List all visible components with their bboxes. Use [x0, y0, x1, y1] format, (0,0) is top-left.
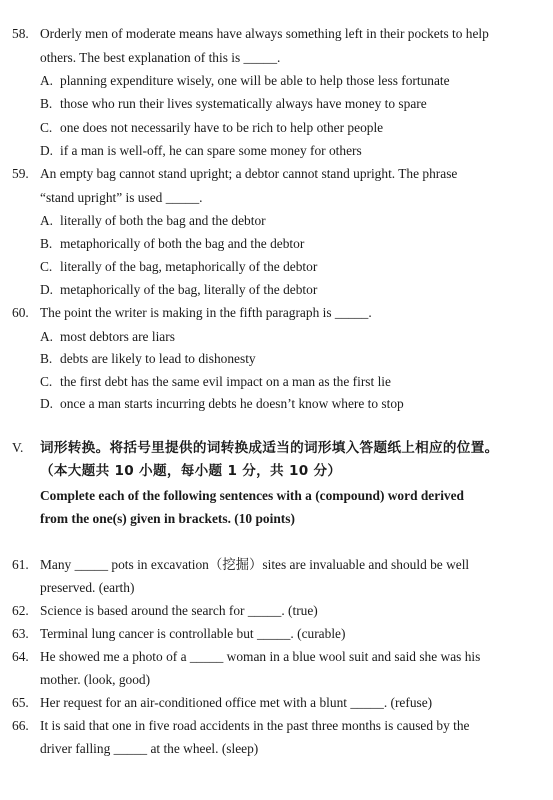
question-sentence: mother. (look, good)	[40, 672, 151, 687]
option-text: metaphorically of both the bag and the debtor	[60, 236, 305, 251]
question-stem: others. The best explanation of this is _____.	[40, 50, 281, 65]
option-letter: D.	[40, 143, 54, 158]
option-letter: B.	[40, 96, 53, 111]
question-number: 60.	[12, 305, 29, 320]
option-letter: C.	[40, 259, 53, 274]
option-text: one does not necessarily have to be rich to help other people	[60, 120, 384, 135]
question-number: 59.	[12, 166, 29, 181]
option-text: literally of the bag, metaphorically of the debtor	[60, 259, 318, 274]
question-sentence: Her request for an air-conditioned office met with a blunt _____. (refuse)	[40, 695, 433, 710]
option-letter: C.	[40, 374, 53, 389]
section-instruction: from the one(s) given in brackets. (10 points)	[40, 511, 295, 526]
option-letter: B.	[40, 351, 53, 366]
option-text: metaphorically of the bag, literally of the debtor	[60, 282, 318, 297]
section-number: V.	[12, 440, 24, 455]
section-instruction: Complete each of the following sentences with a (compound) word derived	[40, 488, 465, 503]
question-number: 65.	[12, 695, 29, 710]
question-number: 66.	[12, 718, 29, 733]
section-subtitle: （本大题共 10 小题，每小题 1 分，共 10 分）	[40, 463, 342, 479]
question-sentence: preserved. (earth)	[40, 580, 135, 595]
option-letter: A.	[40, 73, 54, 88]
question-number: 58.	[12, 26, 29, 41]
option-text: debts are likely to lead to dishonesty	[60, 351, 256, 366]
question-stem: Orderly men of moderate means have always something left in their pockets to help	[40, 26, 489, 41]
option-letter: B.	[40, 236, 53, 251]
question-number: 61.	[12, 557, 29, 572]
question-number: 62.	[12, 603, 29, 618]
question-sentence: driver falling _____ at the wheel. (sleep)	[40, 741, 259, 756]
option-text: if a man is well-off, he can spare some money for others	[60, 143, 362, 158]
option-text: literally of both the bag and the debtor	[60, 213, 266, 228]
section-title: 词形转换。将括号里提供的词转换成适当的词形填入答题纸上相应的位置。	[40, 440, 499, 456]
question-sentence: He showed me a photo of a _____ woman in a blue wool suit and said she was his	[40, 649, 481, 664]
option-letter: D.	[40, 396, 54, 411]
question-stem: The point the writer is making in the fifth paragraph is _____.	[40, 305, 372, 320]
option-letter: A.	[40, 329, 54, 344]
question-sentence: Terminal lung cancer is controllable but _____. (curable)	[40, 626, 346, 641]
option-text: the first debt has the same evil impact on a man as the first lie	[60, 374, 391, 389]
question-sentence: Science is based around the search for _____. (true)	[40, 603, 318, 618]
question-number: 63.	[12, 626, 29, 641]
option-text: those who run their lives systematically always have money to spare	[60, 96, 427, 111]
option-letter: C.	[40, 120, 53, 135]
question-number: 64.	[12, 649, 29, 664]
option-letter: A.	[40, 213, 54, 228]
question-sentence: It is said that one in five road accidents in the past three months is caused by the	[40, 718, 470, 733]
question-stem: An empty bag cannot stand upright; a debtor cannot stand upright. The phrase	[40, 166, 458, 181]
option-text: most debtors are liars	[60, 329, 175, 344]
option-letter: D.	[40, 282, 54, 297]
question-stem: “stand upright” is used _____.	[40, 190, 203, 205]
question-sentence: Many _____ pots in excavation（挖掘）sites are invaluable and should be well	[40, 557, 470, 572]
option-text: planning expenditure wisely, one will be able to help those less fortunate	[60, 73, 450, 88]
option-text: once a man starts incurring debts he doesn’t know where to stop	[60, 396, 404, 411]
